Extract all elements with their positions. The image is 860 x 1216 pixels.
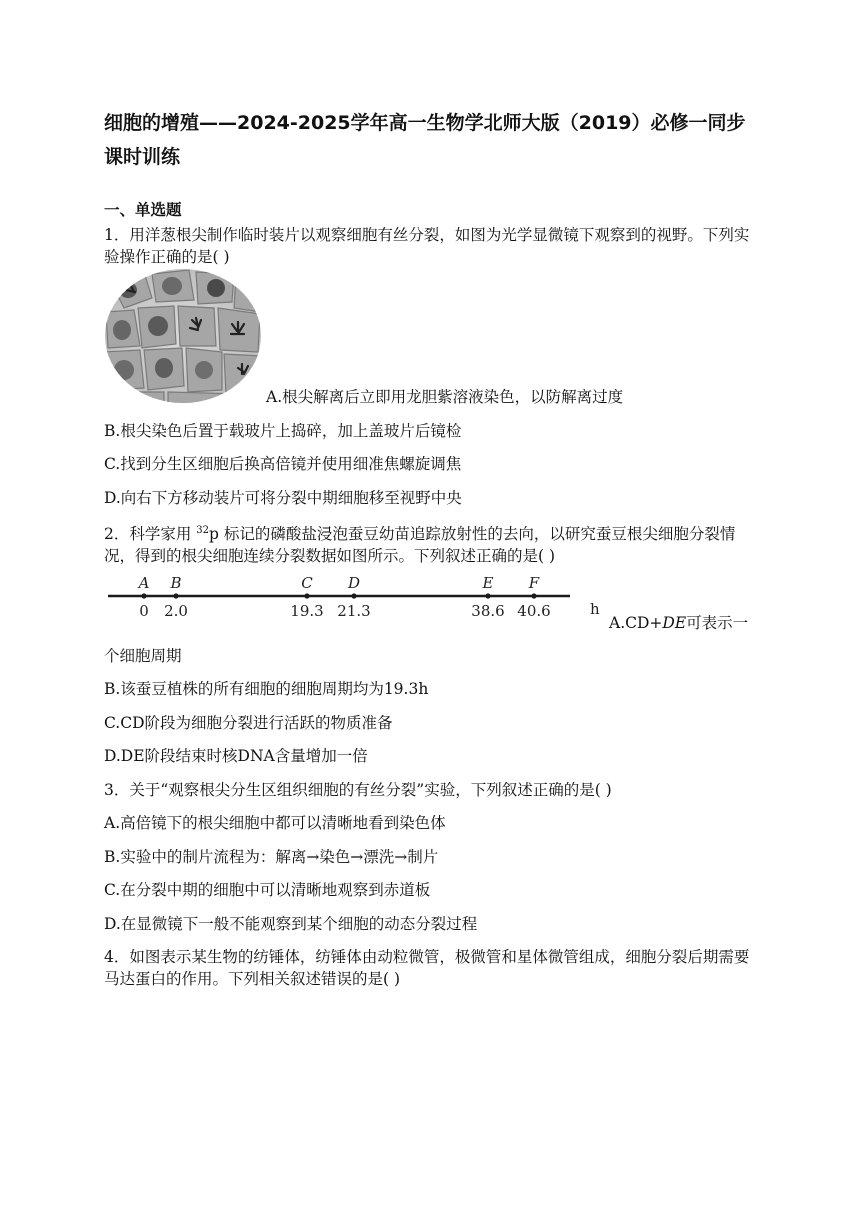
timeline-letter-label: D [347,574,361,592]
timeline-value-label: 21.3 [337,602,371,620]
q2-option-c: C.CD阶段为细胞分裂进行活跃的物质准备 [104,714,393,732]
timeline-letter-label: E [482,574,494,592]
timeline-point [141,593,146,598]
q2-option-a-post: 可表示一 [686,614,749,632]
timeline-point [531,593,536,598]
timeline-value-label: 38.6 [471,602,505,620]
timeline-value-label: 0 [139,602,149,620]
timeline-letter-label: B [170,574,182,592]
q2-option-a [609,612,748,634]
timeline-value-label: 2.0 [164,602,188,620]
q1-option-c: C.找到分生区细胞后换高倍镜并使用细准焦螺旋调焦 [104,455,462,473]
cell-cycle-timeline [108,572,608,626]
timeline-letter-label: F [528,574,540,592]
microscope-image [104,268,262,404]
q2-option-d: D.DE阶段结束时核DNA含量增加一倍 [104,747,368,765]
q3-option-a: A.高倍镜下的根尖细胞中都可以清晰地看到染色体 [104,814,446,832]
q3-option-b: B.实验中的制片流程为：解离→染色→漂洗→制片 [104,848,439,866]
q3-option-d: D.在显微镜下一般不能观察到某个细胞的动态分裂过程 [104,915,478,933]
q2-stem-post: p 标记的磷酸盐浸泡蚕豆幼苗追踪放射性的去向，以研究蚕豆根尖细胞分裂情况，得到的根尖细胞连续分裂数据如图所示。下列叙述正确的是( ) [104,525,736,566]
q3-option-c: C.在分裂中期的细胞中可以清晰地观察到赤道板 [104,881,431,899]
timeline-unit: h [590,600,600,618]
timeline-point [485,593,490,598]
timeline-value-label: 19.3 [290,602,324,620]
q1-option-a: A.根尖解离后立即用龙胆紫溶液染色，以防解离过度 [266,388,624,406]
timeline-point [304,593,309,598]
timeline-letter-label: A [138,574,150,592]
q2-stem [104,520,756,567]
q2-option-a-pre: A.CD+ [609,614,663,632]
q4-stem: 4．如图表示某生物的纺锤体，纺锤体由动粒微管，极微管和星体微管组成，细胞分裂后期需要马达蛋白的作用。下列相关叙述错误的是( ) [104,948,750,988]
q2-superscript: 32 [196,525,210,536]
q3-stem: 3．关于“观察根尖分生区组织细胞的有丝分裂”实验，下列叙述正确的是( ) [104,781,612,799]
timeline-point [351,593,356,598]
q2-stem-pre: 2．科学家用 [104,525,197,544]
q1-option-b: B.根尖染色后置于载玻片上捣碎，加上盖玻片后镜检 [104,422,462,440]
q1-option-d: D.向右下方移动装片可将分裂中期细胞移至视野中央 [104,489,462,507]
timeline-point [173,593,178,598]
timeline-value-label: 40.6 [517,602,551,620]
q2-option-a-continued: 个细胞周期 [104,647,182,665]
q2-option-a-italic: DE [662,614,687,632]
section-heading: 一、单选题 [104,201,182,219]
document-title: 细胞的增殖——2024-2025学年高一生物学北师大版（2019）必修一同步课时训练 [104,112,746,168]
q2-option-b: B.该蚕豆植株的所有细胞的细胞周期均为19.3h [104,680,429,698]
timeline-letter-label: C [301,574,313,592]
q1-stem: 1．用洋葱根尖制作临时装片以观察细胞有丝分裂，如图为光学显微镜下观察到的视野。下列实验操作正确的是( ) [104,226,750,266]
